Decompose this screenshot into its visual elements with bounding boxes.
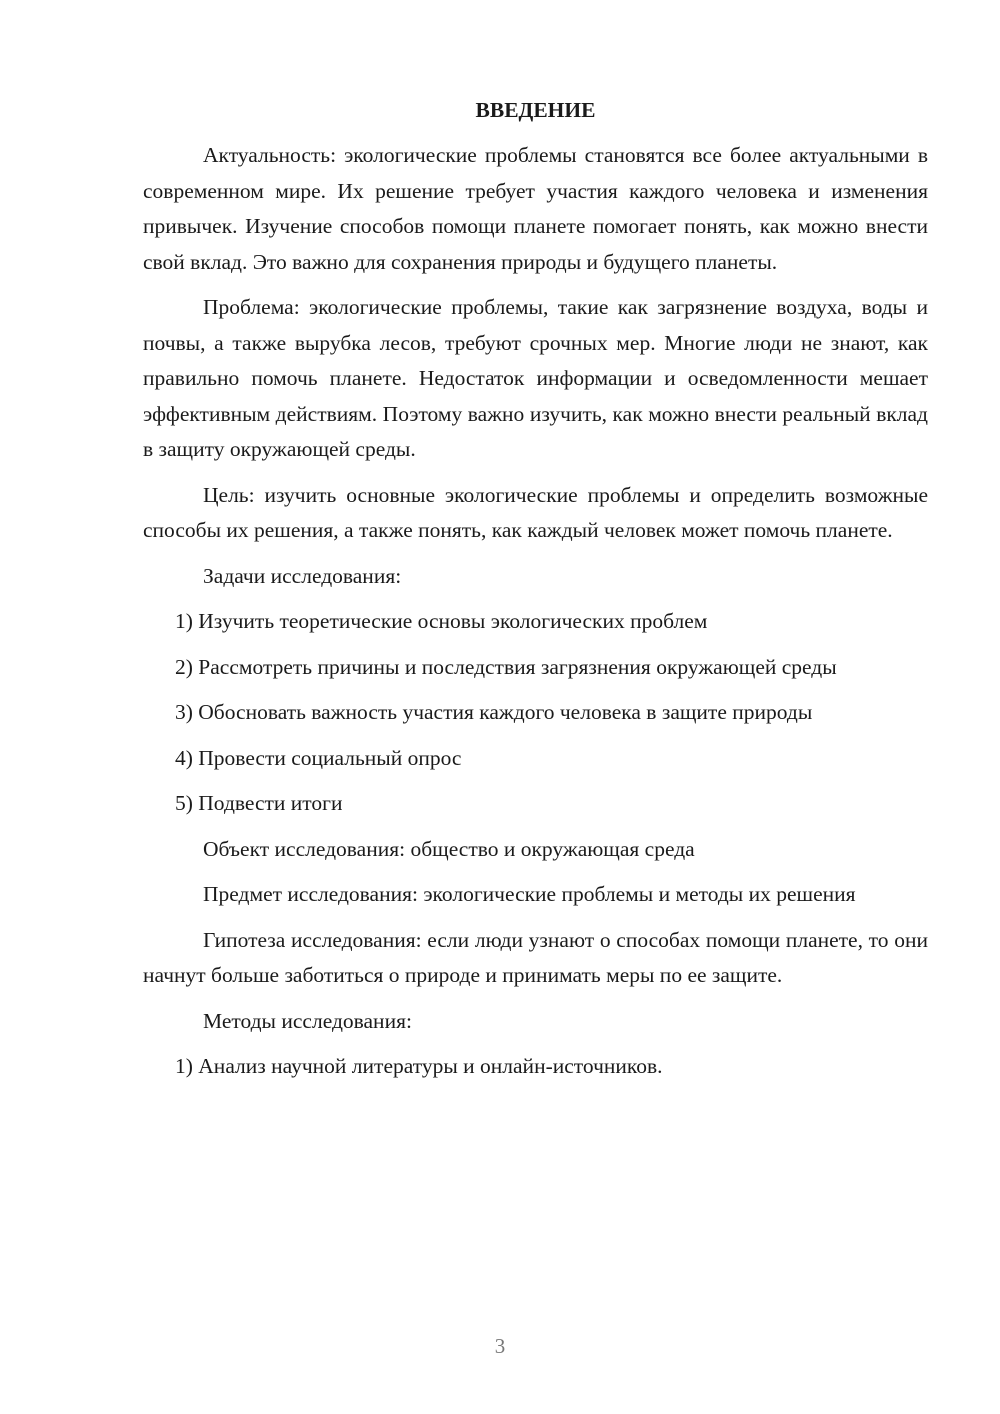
problem-paragraph: Проблема: экологические проблемы, такие как загрязнение воздуха, воды и почвы, а также вырубка лесов, требуют срочных мер. Многие люди не знают, как правильно помочь планете. Недостаток информации и осведомленности мешает эффективным действиям. Поэтому важно изучить, как можно внести реальный вклад в защиту окружающей среды.: [143, 295, 928, 461]
task-item-3: 3) Обосновать важность участия каждого человека в защите природы: [175, 700, 813, 724]
task-item-2: 2) Рассмотреть причины и последствия загрязнения окружающей среды: [175, 654, 837, 679]
goal-paragraph: Цель: изучить основные экологические проблемы и определить возможные способы их решения, а также понять, как каждый человек может помочь планете.: [143, 482, 928, 542]
methods-heading: Методы исследования:: [203, 1008, 412, 1033]
relevance-paragraph: Актуальность: экологические проблемы становятся все более актуальными в современном мире. Их решение требует участия каждого человека и изменения привычек. Изучение способов помощи планете помогает понять, как можно внести свой вклад. Это важно для сохранения природы и будущего планеты.: [143, 143, 928, 274]
tasks-heading: Задачи исследования:: [203, 563, 402, 588]
page-number: 3: [494, 1334, 506, 1358]
task-item-4: 4) Провести социальный опрос: [175, 745, 462, 770]
document-title: ВВЕДЕНИЕ: [475, 98, 596, 122]
object-paragraph: Объект исследования: общество и окружающая среда: [203, 836, 695, 861]
hypothesis-paragraph: Гипотеза исследования: если люди узнают о способах помощи планете, то они начнут больше заботиться о природе и принимать меры по ее защите.: [143, 927, 928, 987]
method-item-1: 1) Анализ научной литературы и онлайн-источников.: [175, 1054, 663, 1078]
task-item-5: 5) Подвести итоги: [175, 791, 343, 815]
document-page: [143, 95, 928, 1095]
subject-paragraph: Предмет исследования: экологические проблемы и методы их решения: [203, 882, 856, 906]
task-item-1: 1) Изучить теоретические основы экологических проблем: [175, 609, 708, 633]
